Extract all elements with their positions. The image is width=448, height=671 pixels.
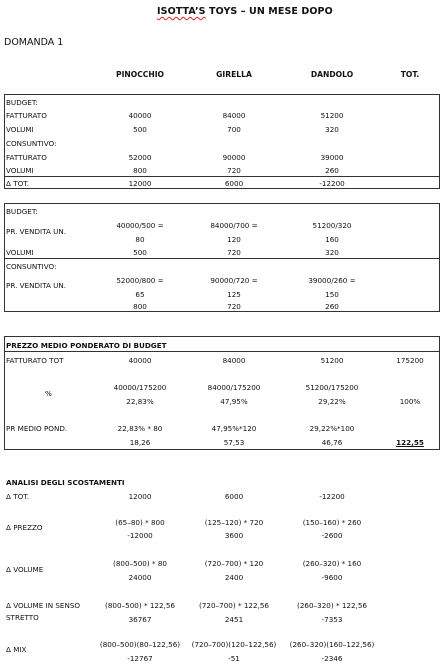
s1-cons-fatturato-girella: 90000 [222,153,246,162]
s4-prezzo-calc-girella: (125–120) * 720 [204,518,264,527]
s3-fatturato-girella: 84000 [222,356,246,365]
s1-cons-fatturato-dandolo: 39000 [320,153,344,162]
s3-pond-calc-girella: 47,95%*120 [211,424,257,433]
s2-consuntivo-label: CONSUNTIVO: [6,262,57,271]
s4-mix-calc-dandolo: (260–320)(160–122,56) [289,640,375,649]
section-divider [4,176,440,177]
s3-perc-calc-pinocchio: 40000/175200 [113,383,167,392]
domanda-heading: DOMANDA 1 [4,37,64,48]
s4-volume-pinocchio: 24000 [128,573,152,582]
s4-mix-pinocchio: -12767 [127,654,153,663]
s4-prezzo-label: Δ PREZZO [6,523,43,532]
s2-budget-prezzo-pinocchio: 80 [135,235,145,244]
s1-cons-volumi-dandolo: 260 [325,166,339,175]
s1-fatturato-label: FATTURATO [6,111,47,120]
s3-pond-dandolo: 46,76 [321,438,343,447]
s1-delta-label: Δ TOT. [6,179,30,188]
s4-mix-girella: -51 [228,654,240,663]
s2-budget-calc-girella: 84000/700 = [210,221,258,230]
s1-budget-label: BUDGET: [6,98,38,107]
s1-cons-volumi-pinocchio: 800 [133,166,147,175]
s4-vss-calc-girella: (720–700) * 122,56 [199,601,269,610]
title-prefix: ISOTTA’S [157,6,206,17]
s2-budget-prezzo-dandolo: 160 [325,235,339,244]
s1-cons-volumi-label: VOLUMI [6,166,34,175]
s4-tot-label: Δ TOT. [6,492,30,501]
s2-budget-calc-pinocchio: 40000/500 = [116,221,164,230]
s3-pond-pinocchio: 18,26 [129,438,151,447]
s1-budget-fatturato-pinocchio: 40000 [128,111,152,120]
document-title [157,6,333,17]
s2-cons-calc-pinocchio: 52000/800 = [116,276,164,285]
s2-volumi-label: VOLUMI [6,248,34,257]
section-divider [4,258,440,259]
s3-perc-pinocchio: 22,83% [126,397,154,406]
s3-perc-dandolo: 29,22% [318,397,346,406]
s4-vss-label-line1: Δ VOLUME IN SENSO [6,601,81,610]
s2-budget-label: BUDGET: [6,207,38,216]
s4-volume-calc-pinocchio: (800–500) * 80 [113,559,167,568]
s2-cons-calc-dandolo: 39000/260 = [308,276,356,285]
s2-cons-prezzo-girella: 125 [227,290,241,299]
s3-fatturato-label: FATTURATO TOT [6,356,64,365]
s1-budget-fatturato-dandolo: 51200 [320,111,344,120]
s3-perc-girella: 47,95% [220,397,248,406]
s4-mix-calc-girella: (720–700)(120–122,56) [191,640,277,649]
s2-budget-prezzo-girella: 120 [227,235,241,244]
section-divider [4,351,440,352]
s3-fatturato-tot: 175200 [396,356,424,365]
col-header-dandolo: DANDOLO [310,70,354,79]
s4-mix-dandolo: -2346 [321,654,343,663]
s2-cons-prezzo-label: PR. VENDITA UN. [6,281,67,290]
s1-budget-volumi-dandolo: 320 [325,125,339,134]
s4-prezzo-pinocchio: -12000 [127,531,153,540]
s1-cons-fatturato-label: FATTURATO [6,153,47,162]
s4-tot-pinocchio: 12000 [128,492,152,501]
s4-vss-dandolo: -7353 [321,615,343,624]
s4-tot-dandolo: -12200 [319,492,345,501]
col-header-tot: TOT. [400,70,420,79]
s4-prezzo-calc-pinocchio: (65–80) * 800 [115,518,165,527]
s3-pond-girella: 57,53 [223,438,245,447]
s1-delta-dandolo: -12200 [319,179,345,188]
s2-cons-volumi-pinocchio: 800 [133,302,147,311]
s3-pond-total: 122,55 [396,438,424,447]
s4-volume-label: Δ VOLUME [6,565,44,574]
title-rest: TOYS – UN MESE DOPO [205,6,333,17]
s1-volumi-label: VOLUMI [6,125,34,134]
s4-volume-calc-girella: (720–700) * 120 [204,559,264,568]
s4-vss-label-line2: STRETTO [6,613,39,622]
s3-perc-label: % [45,389,52,398]
s1-budget-fatturato-girella: 84000 [222,111,246,120]
s4-volume-girella: 2400 [224,573,244,582]
s4-vss-calc-dandolo: (260–320) * 122,56 [297,601,367,610]
s4-vss-girella: 2451 [224,615,244,624]
s1-consuntivo-label: CONSUNTIVO: [6,139,57,148]
s2-budget-volumi-pinocchio: 500 [133,248,147,257]
s2-cons-volumi-girella: 720 [227,302,241,311]
s4-prezzo-dandolo: -2600 [321,531,343,540]
s1-delta-girella: 6000 [224,179,244,188]
s3-perc-tot: 100% [399,397,421,406]
s2-cons-calc-girella: 90000/720 = [210,276,258,285]
s4-vss-pinocchio: 36767 [128,615,152,624]
s4-prezzo-calc-dandolo: (150–160) * 260 [302,518,362,527]
s4-prezzo-girella: 3600 [224,531,244,540]
s4-vss-calc-pinocchio: (800–500) * 122,56 [105,601,175,610]
s4-mix-label: Δ MIX [6,645,27,654]
s2-budget-volumi-girella: 720 [227,248,241,257]
s2-cons-prezzo-pinocchio: 65 [135,290,145,299]
s4-volume-calc-dandolo: (260–320) * 160 [302,559,362,568]
s1-budget-volumi-girella: 700 [227,125,241,134]
s1-budget-volumi-pinocchio: 500 [133,125,147,134]
col-header-pinocchio: PINOCCHIO [116,70,164,79]
s2-cons-volumi-dandolo: 260 [325,302,339,311]
s4-mix-calc-pinocchio: (800–500)(80–122,56) [99,640,181,649]
s2-cons-prezzo-dandolo: 150 [325,290,339,299]
s3-fatturato-dandolo: 51200 [320,356,344,365]
s2-prezzo-label: PR. VENDITA UN. [6,227,67,236]
s2-budget-calc-dandolo: 51200/320 [312,221,352,230]
s1-cons-volumi-girella: 720 [227,166,241,175]
s4-tot-girella: 6000 [224,492,244,501]
s4-heading: ANALISI DEGLI SCOSTAMENTI [6,478,125,487]
s2-budget-volumi-dandolo: 320 [325,248,339,257]
s3-heading: PREZZO MEDIO PONDERATO DI BUDGET [6,341,167,350]
s1-cons-fatturato-pinocchio: 52000 [128,153,152,162]
s3-perc-calc-dandolo: 51200/175200 [305,383,359,392]
s1-delta-pinocchio: 12000 [128,179,152,188]
s3-fatturato-pinocchio: 40000 [128,356,152,365]
section-fatturato-box [4,94,440,189]
s3-pond-calc-pinocchio: 22,83% * 80 [117,424,163,433]
col-header-girella: GIRELLA [216,70,252,79]
s3-pond-label: PR MEDIO POND. [6,424,68,433]
s3-perc-calc-girella: 84000/175200 [207,383,261,392]
s3-pond-calc-dandolo: 29,22%*100 [309,424,355,433]
s4-volume-dandolo: -9600 [321,573,343,582]
